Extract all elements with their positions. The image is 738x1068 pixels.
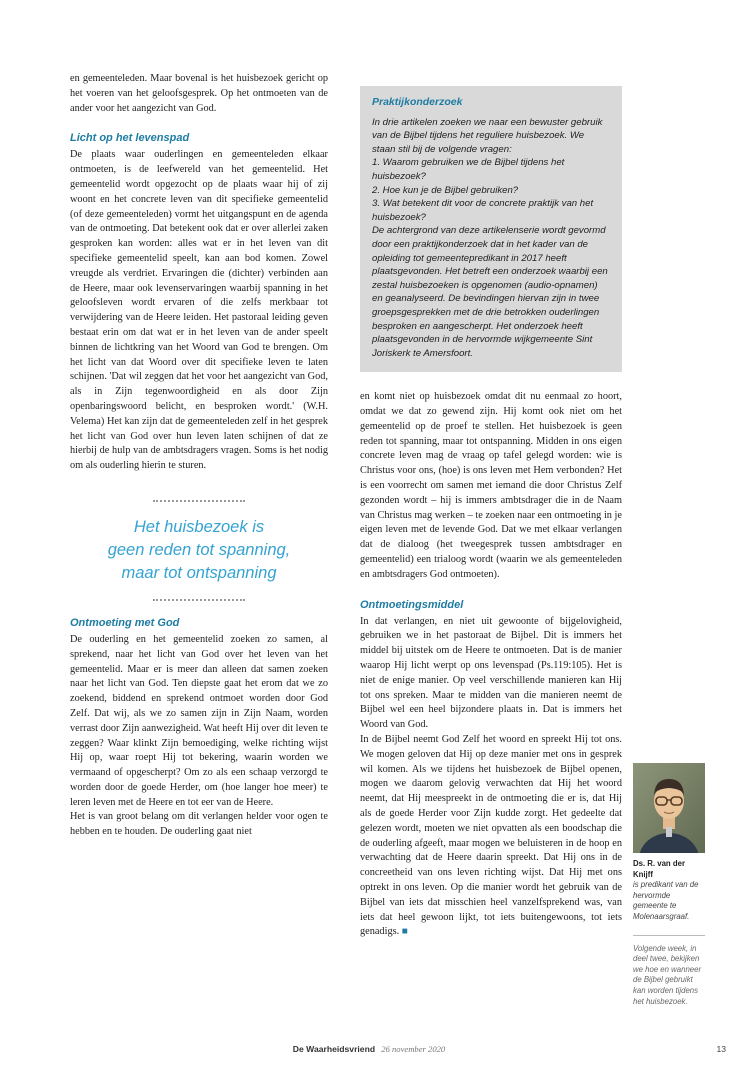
right-column [360, 86, 622, 940]
research-box-heading: Praktijkonderzoek [372, 96, 463, 108]
research-box-intro: In drie artikelen zoeken we naar een bewuster gebruik van de Bijbel tijdens het reguliere huisbezoek. We staan stil bij de volgende vragen: [372, 116, 603, 155]
section-heading-licht-op-het-levenspad: Licht op het levenspad [70, 132, 190, 145]
page-number: 13 [716, 1044, 726, 1054]
research-box-question-list [372, 156, 610, 224]
section-heading-ontmoetingsmiddel: Ontmoetingsmiddel [360, 598, 464, 611]
section-middel-para-2-text: In de Bijbel neemt God Zelf het woord en spreekt Hij tot ons. We mogen geloven dat Hij op deze manier met ons in gesprek wil komen. Als we tijdens het huisbezoek de Bijbel openen, mogen we daarom gelovig verwachten dat Hij het woord neemt, dat Hij meespreekt in de ontmoeting die er is, dat Hij als de goede Herder voor Zijn kudde zorgt. Het gedeelte dat gelezen wordt, moeten we niet opvatten als een boodschap die de ouderling afgeeft, maar mogen we beluisteren in de hoop en verwachting dat de Heere daarin spreekt. Dat Hij ons in de concreetheid van ons leven richting wijst. Dat Hij met ons optrekt in ons leven. Op die manier wordt het gebruik van de Bijbel van iets dat misschien heel vanzelfsprekend was, van iets dat heel gewoon lijkt, tot iets buitengewoons, tot iets genadigs. [360, 734, 622, 938]
research-question-2: 2. Hoe kun je de Bijbel gebruiken? [372, 184, 519, 196]
dotted-divider-bottom [153, 599, 245, 601]
section-ontmoeting-para-1: De ouderling en het gemeentelid zoeken zo samen, al sprekend, naar het licht van God over het leven van het gemeentelid. Maar er is meer dan alleen dat samen zoeken naar het licht van God. Ten diepste gaat het erom dat we zo zoekend, biddend en sprekend ontmoet worden door God Zelf. Dat wij, als we zo samen zijn in Zijn Naam, worden verrast door Zijn aanwezigheid. Wat heeft Hij over dit leven te zeggen? Waar klinkt Zijn bemoediging, welke richting wijst Hij op, waar roept Hij tot bekering, waarin worden we vermaand of opgescherpt? Om zo als een schaap verzorgd te worden door de goede Herder, om (hoe langer hoe meer) te leren leven met de Heere en tot eer van de Heere. [70, 633, 328, 808]
author-bio: is predikant van de hervormde gemeente te Molenaarsgraaf. [633, 880, 699, 921]
research-box-body: De achtergrond van deze artikelenserie wordt gevormd door een praktijkonderzoek dat in het kader van de opleiding tot gemeentepredikant in 2017 heeft plaatsgevonden. Het betreft een onderzoek waarbij een zestal huisbezoeken is opgenomen (audio-opnamen) en geanalyseerd. De bevindingen hiervan zijn in twee groepsgesprekken met de drie betrokken ouderlingen besproken en aangescherpt. Het onderzoek heeft plaatsgevonden in de hervormde wijkgemeente Sint Joriskerk te Amersfoort. [372, 225, 608, 359]
pull-quote-line-1: Het huisbezoek is [133, 517, 265, 536]
research-info-box [360, 86, 622, 372]
author-photo [633, 763, 705, 853]
section-middel-para-1: In dat verlangen, en niet uit gewoonte of bijgelovigheid, gebruiken we in het pastoraat de Bijbel. Dit is immers het middel bij uitstek om de Heere te ontmoeten. Dat is de manier waarop Hij licht werpt op ons levenspad (Ps.119:105). Het is niet de enige manier. Op veel verschillende manieren kan Hij tot ons spreken. Maar te midden van die manieren neemt de Bijbel wel een heel bijzondere plaats in. Dat is immers het Woord van God. [360, 615, 622, 731]
author-name: Ds. R. van der Knijff [633, 859, 685, 879]
section-heading-ontmoeting-met-god: Ontmoeting met God [70, 616, 180, 629]
section-middel-para-2 [360, 733, 622, 940]
author-caption [633, 859, 705, 923]
footer-date: 26 november 2020 [381, 1044, 446, 1054]
section-licht-body: De plaats waar ouderlingen en gemeenteleden elkaar ontmoeten, is de leefwereld van het gemeentelid. Het gemeentelid wordt opgezocht op de plaats waar hij of zij woont en het concrete leven van dit specifieke gemeentelid (of deze gemeenteleden) vormt het uitgangspunt en de agenda van de ontmoeting. Dat betekent ook dat er over allerlei zaken gesproken kan worden: alles wat er in het leven van dit specifieke gemeentelid speelt, kan aan bod komen. Zowel vreugde als verdriet. Ervaringen die (dichter) verbinden aan de Heere, maar ook levenservaringen waarbij spanning in het geloofsleven wordt ervaren of die zelfs merkbaar tot verwijdering van de Heere leiden. Het pastoraal leiding geven bestaat erin om dat wat er in het leven van de ander speelt binnen de lichtkring van het Woord van God te brengen. Om het licht van dat Woord over dit specifieke leven te laten schijnen. 'Dat wil zeggen dat het voor het aangezicht van God, als in Zijn tegenwoordigheid en als door Zijn openbaringswoord belicht, en besproken wordt.' (W.H. Velema) Het kan zijn dat de gemeenteleden zelf in het gesprek het licht van God over hun leven laten schijnen of dat ze hierbij de hulp van de ambtsdragers vragen. Soms is het nodig om als ouderling hierin te sturen. [70, 149, 328, 472]
left-column [70, 72, 328, 840]
research-question-3: 3. Wat betekent dit voor de concrete praktijk van het huisbezoek? [372, 198, 594, 223]
footer-publication-name: De Waarheidsvriend [292, 1044, 376, 1054]
research-question-1: 1. Waarom gebruiken we de Bijbel tijdens het huisbezoek? [372, 157, 565, 182]
pull-quote [70, 500, 328, 601]
dotted-divider-top [153, 500, 245, 502]
page-footer [0, 1044, 738, 1054]
pull-quote-line-3: maar tot ontspanning [121, 563, 277, 582]
pull-quote-line-2: geen reden tot spanning, [107, 540, 291, 559]
continuation-paragraph: en komt niet op huisbezoek omdat dit nu eenmaal zo hoort, omdat we dat zo gewend zijn. Hij komt ook niet om het gemeentelid op de proef te stellen. Het huisbezoek is geen reden tot spanning, maar tot ontspanning. Midden in ons eigen concrete leven mag de vraag op tafel gelegd worden: wie is Christus voor ons, (hoe) is ons leven met Hem verbonden? Het is een voorrecht om samen met iemand die door Christus Zelf gezonden wordt – hij is immers ambtsdrager die in de Naam van Christus mag werken – te zoeken naar een ontmoeting in je eigen leven met de levende God. Dat we met elkaar verlangen dat de dialoog (het tweegesprek tussen ambtsdrager en gemeentelid) een trialoog wordt (waarin we als gemeenteleden en ambtsdragers God ontmoeten). [360, 391, 622, 580]
section-ontmoeting-para-2: Het is van groot belang om dit verlangen helder voor ogen te hebben en te houden. De ouderling gaat niet [70, 811, 328, 838]
next-week-note: Volgende week, in deel twee, bekijken we hoe en wanneer de Bijbel gebruikt kan worden tijdens het huisbezoek. [633, 935, 705, 1008]
intro-continuation-paragraph: en gemeenteleden. Maar bovenal is het huisbezoek gericht op het voeren van het geloofsgesprek. Op het ontmoeten van de ander voor het aangezicht van God. [70, 73, 328, 114]
margin-column [633, 763, 705, 1007]
article-end-mark: ■ [401, 926, 408, 938]
